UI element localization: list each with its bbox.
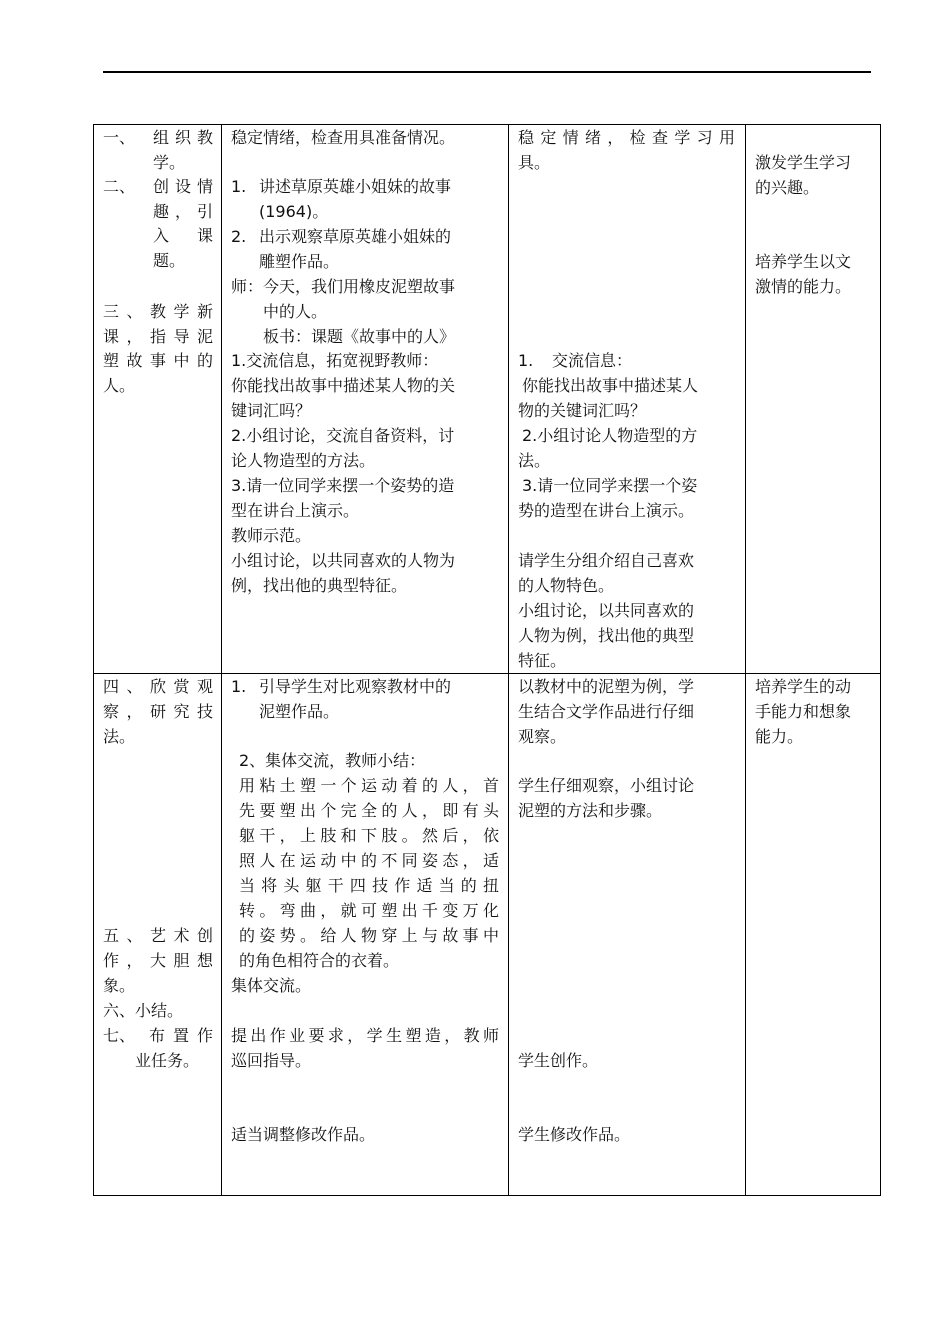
stage-text: 五、艺术创 bbox=[103, 926, 213, 945]
row-divider bbox=[93, 673, 881, 674]
teacher-activity: 集体交流。 bbox=[231, 976, 312, 995]
student-activity: 3.请一位同学来摆一个姿 bbox=[522, 476, 698, 495]
student-activity: 以教材中的泥塑为例，学 bbox=[518, 677, 695, 696]
stage-text: 塑故事中的 bbox=[103, 351, 213, 370]
design-purpose: 激发学生学习 bbox=[755, 153, 852, 172]
lesson-plan-table bbox=[93, 124, 881, 1196]
table-border-top bbox=[93, 124, 881, 125]
stage-text: 创设情 bbox=[153, 177, 213, 196]
teacher-activity: 例，找出他的典型特征。 bbox=[231, 576, 408, 595]
student-activity: 势的造型在讲台上演示。 bbox=[518, 501, 695, 520]
teacher-activity: 泥塑作品。 bbox=[259, 702, 340, 721]
design-purpose: 培养学生的动 bbox=[755, 677, 852, 696]
stage-text: 象。 bbox=[103, 976, 136, 995]
stage-number: 七、 bbox=[103, 1026, 136, 1045]
stage-text: 作，大胆想 bbox=[103, 951, 213, 970]
stage-text: 察，研究技 bbox=[103, 702, 213, 721]
teacher-activity: 引导学生对比观察教材中的 bbox=[259, 677, 452, 696]
teacher-activity: 中的人。 bbox=[263, 302, 328, 321]
student-activity: 稳定情绪，检查学习用 bbox=[518, 128, 735, 147]
teacher-activity: 巡回指导。 bbox=[231, 1051, 312, 1070]
teacher-activity: 你能找出故事中描述某人物的关 bbox=[231, 376, 456, 395]
teacher-activity: 小组讨论，以共同喜欢的人物为 bbox=[231, 551, 456, 570]
teacher-activity: 适当调整修改作品。 bbox=[231, 1125, 376, 1144]
teacher-activity: 板书：课题《故事中的人》 bbox=[263, 327, 456, 346]
list-number: 1. bbox=[231, 677, 247, 696]
stage-text: 人。 bbox=[103, 376, 136, 395]
stage-text: 课，指导泥 bbox=[103, 327, 213, 346]
stage-text: 四、欣赏观 bbox=[103, 677, 213, 696]
teacher-activity: 3.请一位同学来摆一个姿势的造 bbox=[231, 476, 455, 495]
stage-text: 题。 bbox=[153, 251, 186, 270]
teacher-activity: 的姿势。给人物穿上与故事中 bbox=[239, 926, 499, 945]
design-purpose: 能力。 bbox=[755, 727, 804, 746]
stage-number: 一、 bbox=[103, 128, 136, 147]
teacher-activity: 2.小组讨论，交流自备资料，讨 bbox=[231, 426, 455, 445]
student-activity: 生结合文学作品进行仔细 bbox=[518, 702, 695, 721]
stage-text: 业任务。 bbox=[135, 1051, 200, 1070]
student-activity: 泥塑的方法和步骤。 bbox=[518, 801, 663, 820]
teacher-activity: 键词汇吗？ bbox=[231, 401, 312, 420]
stage-text: 组织教 bbox=[153, 128, 213, 147]
teacher-activity: 稳定情绪，检查用具准备情况。 bbox=[231, 128, 456, 147]
teacher-activity: 教师示范。 bbox=[231, 526, 312, 545]
teacher-activity: 用粘土塑一个运动着的人，首 bbox=[239, 776, 499, 795]
teacher-activity: 型在讲台上演示。 bbox=[231, 501, 360, 520]
student-activity: 的人物特色。 bbox=[518, 576, 615, 595]
column-divider bbox=[745, 124, 746, 1196]
student-activity: 法。 bbox=[518, 451, 551, 470]
student-activity: 交流信息： bbox=[552, 351, 633, 370]
table-border-left bbox=[93, 124, 94, 1196]
student-activity: 请学生分组介绍自己喜欢 bbox=[518, 551, 695, 570]
stage-text: 学。 bbox=[153, 153, 186, 172]
design-purpose: 手能力和想象 bbox=[755, 702, 852, 721]
student-activity: 具。 bbox=[518, 153, 551, 172]
design-purpose: 的兴趣。 bbox=[755, 178, 820, 197]
teacher-activity: 2、集体交流，教师小结： bbox=[239, 751, 426, 770]
stage-text: 法。 bbox=[103, 727, 136, 746]
student-activity: 特征。 bbox=[518, 651, 567, 670]
teacher-activity: 躯干，上肢和下肢。然后，依 bbox=[239, 826, 499, 845]
table-border-bottom bbox=[93, 1195, 881, 1196]
column-divider bbox=[221, 124, 222, 1196]
stage-text: 布置作 bbox=[149, 1026, 213, 1045]
stage-text: 入 课 bbox=[153, 226, 213, 245]
student-activity: 2.小组讨论人物造型的方 bbox=[522, 426, 698, 445]
stage-text: 趣，引 bbox=[153, 202, 213, 221]
student-activity: 物的关键词汇吗？ bbox=[518, 401, 647, 420]
teacher-activity: (1964)。 bbox=[259, 202, 329, 221]
student-activity: 学生仔细观察，小组讨论 bbox=[518, 776, 695, 795]
teacher-activity: 雕塑作品。 bbox=[259, 252, 340, 271]
student-activity: 你能找出故事中描述某人 bbox=[522, 376, 699, 395]
design-purpose: 培养学生以文 bbox=[755, 252, 852, 271]
teacher-activity: 的角色相符合的衣着。 bbox=[239, 951, 400, 970]
teacher-activity: 当将头躯干四技作适当的扭 bbox=[239, 876, 499, 895]
table-border-right bbox=[880, 124, 881, 1196]
teacher-activity: 照人在运动中的不同姿态，适 bbox=[239, 851, 499, 870]
header-rule bbox=[103, 71, 871, 73]
student-activity: 人物为例，找出他的典型 bbox=[518, 626, 695, 645]
teacher-activity: 先要塑出个完全的人，即有头 bbox=[239, 801, 499, 820]
stage-text: 三、教学新 bbox=[103, 302, 213, 321]
list-number: 2. bbox=[231, 227, 247, 246]
teacher-activity: 讲述草原英雄小姐妹的故事 bbox=[259, 177, 452, 196]
teacher-activity: 论人物造型的方法。 bbox=[231, 451, 376, 470]
student-activity: 小组讨论，以共同喜欢的 bbox=[518, 601, 695, 620]
student-activity: 学生修改作品。 bbox=[518, 1125, 631, 1144]
list-number: 1. bbox=[231, 177, 247, 196]
student-activity: 学生创作。 bbox=[518, 1051, 599, 1070]
student-activity: 观察。 bbox=[518, 727, 567, 746]
teacher-activity: 师：今天，我们用橡皮泥塑故事 bbox=[231, 277, 456, 296]
list-number: 1. bbox=[518, 351, 534, 370]
design-purpose: 激情的能力。 bbox=[755, 277, 852, 296]
column-divider bbox=[508, 124, 509, 1196]
stage-number: 二、 bbox=[103, 177, 136, 196]
teacher-activity: 转。弯曲，就可塑出千变万化 bbox=[239, 901, 499, 920]
teacher-activity: 出示观察草原英雄小姐妹的 bbox=[259, 227, 452, 246]
teacher-activity: 提出作业要求，学生塑造，教师 bbox=[231, 1026, 499, 1045]
stage-text: 六、小结。 bbox=[103, 1001, 184, 1020]
teacher-activity: 1.交流信息，拓宽视野教师： bbox=[231, 351, 439, 370]
